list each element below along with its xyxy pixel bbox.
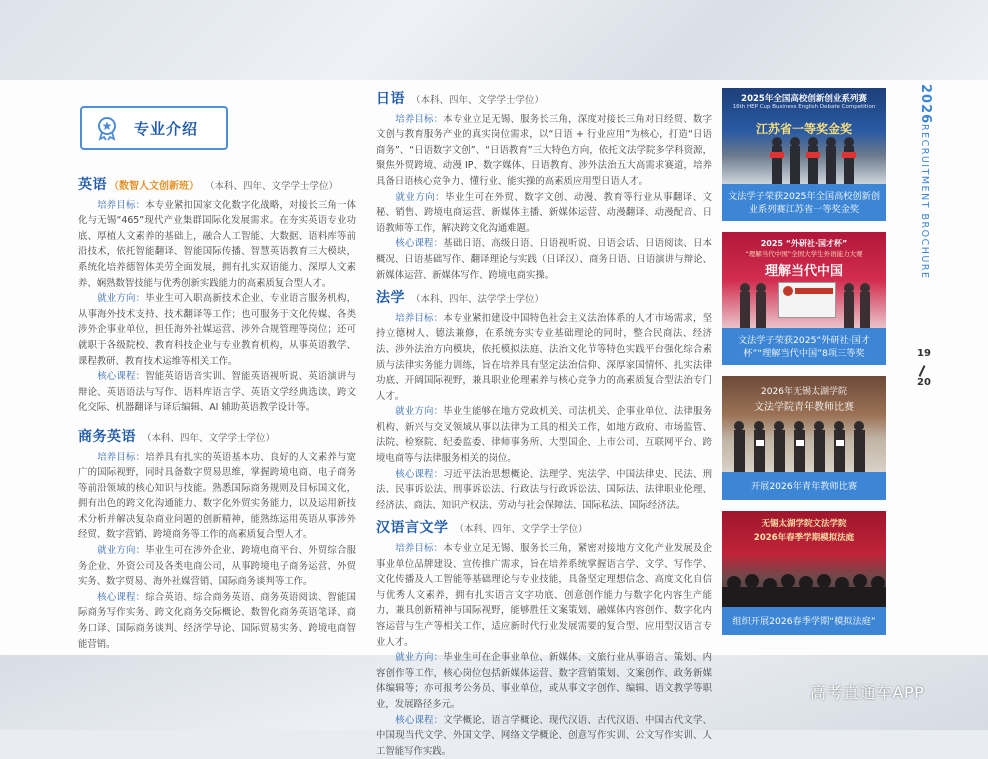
paragraph-label: 就业方向： bbox=[395, 406, 444, 418]
photo-banner-text: 16th HEP Cup Business English Debate Competition bbox=[732, 104, 876, 110]
major-heading-chinese bbox=[376, 521, 712, 538]
photo-banner-text: 2025年全国高校创新创业系列赛 bbox=[741, 94, 867, 104]
major-paragraph bbox=[376, 404, 712, 466]
major-heading-law bbox=[376, 291, 712, 308]
paragraph-label: 就业方向： bbox=[395, 652, 444, 664]
paragraph-text: 基础日语、高级日语、日语视听说、日语会话、日语阅读、日本概况、日语基础写作、翻译理论与实践（日译汉）、商务日语、日语演讲与辩论、新媒体运营、新媒体写作、跨境电商实操。 bbox=[376, 238, 712, 281]
side-year: 2026 bbox=[918, 84, 933, 125]
page-number-right: 20 bbox=[917, 377, 931, 388]
major-paragraph bbox=[78, 198, 356, 292]
photo-moot-court bbox=[722, 511, 886, 607]
photo-caption: 文法学子荣获2025年全国高校创新创业系列赛江苏省一等奖金奖 bbox=[722, 184, 886, 221]
paragraph-text: 毕业生可在涉外企业、跨境电商平台、外贸综合服务企业、外资公司及各类电商公司，从事跨境电子商务运营、外贸实务、数字贸易、海外社媒营销、国际商务谈判等工作。 bbox=[78, 545, 356, 588]
major-paragraph bbox=[78, 369, 356, 416]
photo-card-teacher-contest bbox=[722, 376, 886, 500]
section-banner bbox=[80, 106, 228, 150]
major-paragraph bbox=[376, 112, 712, 190]
major-heading-japanese bbox=[376, 92, 712, 109]
major-paragraph bbox=[78, 543, 356, 590]
major-name: 日语 bbox=[376, 91, 405, 107]
major-degree: （本科、四年、文学学士学位） bbox=[205, 181, 339, 192]
column-left bbox=[78, 178, 356, 652]
side-strip bbox=[912, 80, 944, 655]
paragraph-text: 本专业立足无锡、服务长三角，紧密对接地方文化产业发展及企事业单位品牌建设、宣传推广需求，旨在培养系统掌握语言学、文学、写作学、文化传播及人工智能等基础理论与专业技能，具备坚定理想信念、高度文化自信与优秀人文素养，拥有扎实语言文字功底、创意创作能力与数字化内容生产能力，兼具创新精神与国际视野，能够胜任文案策划、融媒体内容创作、数字化内容运营与生产等相关工作，适应新时代行业发展需要的复合型、应用型汉语言专业人才。 bbox=[376, 543, 712, 648]
paragraph-label: 培养目标： bbox=[97, 199, 146, 211]
people-silhouettes-icon bbox=[722, 416, 886, 472]
paragraph-label: 核心课程： bbox=[395, 238, 444, 250]
major-degree: （本科、四年、文学学士学位） bbox=[142, 432, 276, 444]
photo-banner-text: 无锡太湖学院文法学院 bbox=[761, 519, 847, 529]
photo-banner-text: 2026年无锡太湖学院 bbox=[761, 387, 847, 397]
paragraph-text: 本专业紧扣国家文化数字化战略，对接长三角一体化与无锡“465”现代产业集群国际化发展需求。在夯实英语专业功底、厚植人文素养的基础上，融合人工智能、大数据、语料库等前沿技术，依托智能翻译、智能国际传播、智慧英语教育三大模块，系统化培养德智体美劳全面发展，拥有扎实双语能力、深厚人文素养、娴熟数智技能与优秀创新实践能力的高素质复合型人才。 bbox=[78, 199, 356, 289]
major-paragraph bbox=[376, 190, 712, 237]
column-middle bbox=[376, 92, 712, 759]
paragraph-label: 培养目标： bbox=[395, 312, 444, 324]
paragraph-text: 培养具有扎实的英语基本功、良好的人文素养与宽广的国际视野，同时具备数字贸易思维，掌握跨境电商、电子商务等前沿领域的核心知识与技能。熟悉国际商务规则及目标国文化，拥有出色的跨文化沟通能力、数字化外贸实务能力，以及运用新技术分析并解决复杂商业问题的创新精神，能熟练运用英语从事涉外经贸、数字营销、跨境商务等工作的高素质复合型人才。 bbox=[78, 451, 356, 541]
photo-banner-text: “理解当代中国”全国大学生外语能力大赛 bbox=[745, 250, 863, 258]
paragraph-text: 毕业生可入职高新技术企业、专业语言服务机构，从事海外技术支持、技术翻译等工作；也可服务于文化传媒、各类涉外企事业单位，担任海外社媒运营、涉外合规管理等岗位；还可就职于各级院校、教育科技企业与专业教育机构，从事英语教学、课程教研、教育技术运维等相关工作。 bbox=[78, 293, 356, 367]
paragraph-label: 核心课程： bbox=[395, 468, 444, 480]
major-subtitle: （数智人文创新班） bbox=[109, 181, 199, 192]
background-top bbox=[0, 0, 988, 80]
paragraph-label: 核心课程： bbox=[395, 714, 444, 726]
watermark: 高考直通车APP bbox=[810, 683, 925, 702]
paragraph-label: 核心课程： bbox=[97, 591, 146, 603]
photo-card-competition bbox=[722, 88, 886, 221]
major-paragraph bbox=[376, 713, 712, 759]
major-paragraph bbox=[376, 311, 712, 405]
photo-banner-text: 文法学院青年教师比赛 bbox=[754, 402, 854, 413]
paragraph-label: 核心课程： bbox=[97, 371, 146, 383]
people-silhouettes-icon bbox=[722, 132, 886, 184]
photo-contest-winners bbox=[722, 232, 886, 328]
major-name: 英语 bbox=[78, 177, 107, 193]
major-degree: （本科、四年、法学学士学位） bbox=[411, 294, 545, 306]
paragraph-text: 毕业生可在外贸、数字文创、动漫、教育等行业从事翻译、文秘、销售、跨境电商运营、新媒体主播、新媒体运营、动漫翻译、动漫配音、日语教师等工作，解决跨文化沟通难题。 bbox=[376, 191, 712, 234]
paragraph-label: 就业方向： bbox=[395, 191, 446, 203]
paragraph-label: 培养目标： bbox=[395, 113, 444, 125]
award-medal-icon bbox=[94, 115, 120, 141]
photo-award-ceremony bbox=[722, 88, 886, 184]
photo-banner-text: 2025 “外研社·国才杯” bbox=[760, 239, 848, 248]
paragraph-text: 文学概论、语言学概论、现代汉语、古代汉语、中国古代文学、中国现当代文学、外国文学、网络文学概论、创意写作实训、公文写作实训、人工智能写作实践。 bbox=[376, 714, 712, 757]
photo-banner-text: 理解当代中国 bbox=[764, 264, 843, 279]
paragraph-text: 综合英语、综合商务英语、商务英语阅读、智能国际商务写作实务、跨文化商务交际概论、数智化商务英语笔译、商务口译、国际商务谈判、经济学导论、国际贸易实务、跨境电商智能营销。 bbox=[78, 591, 356, 650]
paragraph-text: 本专业立足无锡、服务长三角，深度对接长三角对日经贸、数字文创与教育服务产业的真实岗位需求，以“日语 + 行业应用”为核心，打造“日语商务”、“日语数字文创”、“日语教育”三大特色方向，依托文法学院多学科资源，聚焦外贸跨境、动漫 IP、数字媒体、日语教育、涉外法治五大高需求赛道，培养具备日语核心竞争力、懂行业、能实操的高素质应用型日语人才。 bbox=[376, 113, 712, 187]
photo-card-contest bbox=[722, 232, 886, 365]
photo-column bbox=[722, 88, 886, 646]
major-heading-english bbox=[78, 178, 356, 195]
people-silhouettes-icon bbox=[722, 280, 886, 328]
major-paragraph bbox=[78, 291, 356, 369]
major-degree: （本科、四年、文学学士学位） bbox=[411, 95, 545, 106]
photo-caption: 组织开展2026春季学期“模拟法庭” bbox=[722, 607, 886, 635]
section-title: 专业介绍 bbox=[134, 119, 199, 138]
major-paragraph bbox=[376, 650, 712, 712]
major-paragraph bbox=[78, 590, 356, 652]
photo-teacher-contest bbox=[722, 376, 886, 472]
photo-card-moot-court bbox=[722, 511, 886, 635]
major-paragraph bbox=[78, 450, 356, 544]
photo-banner-text: 2026年春季学期模拟法庭 bbox=[753, 533, 855, 543]
paragraph-text: 本专业紧扣建设中国特色社会主义法治体系的人才市场需求，坚持立德树人、德法兼修，在系统夯实专业基础理论的同时，整合民商法、经济法、涉外法治方向模块，依托模拟法庭、法治文化节等特色实践平台强化综合素质与法律实务能力训练，旨在培养具有坚定法治信仰、深厚家国情怀、扎实法律功底、开阔国际视野，兼具职业伦理素养与核心竞争力的高素质复合型法治专门人才。 bbox=[376, 312, 712, 402]
major-paragraph bbox=[376, 541, 712, 650]
major-paragraph bbox=[376, 467, 712, 514]
paragraph-text: 毕业生能够在地方党政机关、司法机关、企事业单位、法律服务机构、新兴与交叉领域从事以法律为工具的相关工作，如地方政府、市场监管、法院、检察院、纪委监委、律师事务所、大型国企、上市公司、互联网平台、跨境电商等与法律服务相关的岗位。 bbox=[376, 406, 712, 465]
major-heading-business-english bbox=[78, 430, 356, 447]
paragraph-label: 就业方向： bbox=[97, 293, 146, 305]
major-paragraph bbox=[376, 236, 712, 283]
major-name: 商务英语 bbox=[78, 428, 136, 445]
people-silhouettes-icon bbox=[722, 553, 886, 607]
paragraph-text: 智能英语语音实训、智能英语视听说、英语演讲与辩论、英语语法与写作、语料库语言学、英语文学经典选读、跨文化交际、机器翻译与译后编辑、AI 辅助英语教学设计等。 bbox=[78, 371, 356, 414]
major-name: 法学 bbox=[376, 290, 405, 307]
paragraph-label: 培养目标： bbox=[395, 543, 444, 555]
photo-caption: 文法学子荣获2025“外研社·国才杯”“理解当代中国”8项三等奖 bbox=[722, 328, 886, 365]
paragraph-text: 毕业生可在企事业单位、新媒体、文旅行业从事语言、策划、内容创作等工作，核心岗位包括新媒体运营、数字营销策划、文案创作、政务新媒体编辑等；亦可报考公务员、事业单位，或从事文字创作、编辑、语文教学等职业，发展路径多元。 bbox=[376, 652, 712, 710]
photo-caption: 开展2026年青年教师比赛 bbox=[722, 472, 886, 500]
page-number-left: 19 bbox=[917, 348, 931, 359]
paragraph-text: 习近平法治思想概论、法理学、宪法学、中国法律史、民法、刑法、民事诉讼法、刑事诉讼法、行政法与行政诉讼法、国际法、法律职业伦理、经济法、商法、知识产权法、劳动与社会保障法、国际私法、国际经济法。 bbox=[376, 468, 712, 511]
paragraph-label: 培养目标： bbox=[97, 451, 146, 463]
side-brochure-label: RECRUITMENT BROCHURE bbox=[919, 124, 930, 280]
paragraph-label: 就业方向： bbox=[97, 545, 146, 557]
major-degree: （本科、四年、文学学士学位） bbox=[454, 524, 588, 536]
photo-banner-text: 江苏省一等奖金奖 bbox=[755, 122, 852, 136]
major-name: 汉语言文学 bbox=[376, 520, 449, 537]
